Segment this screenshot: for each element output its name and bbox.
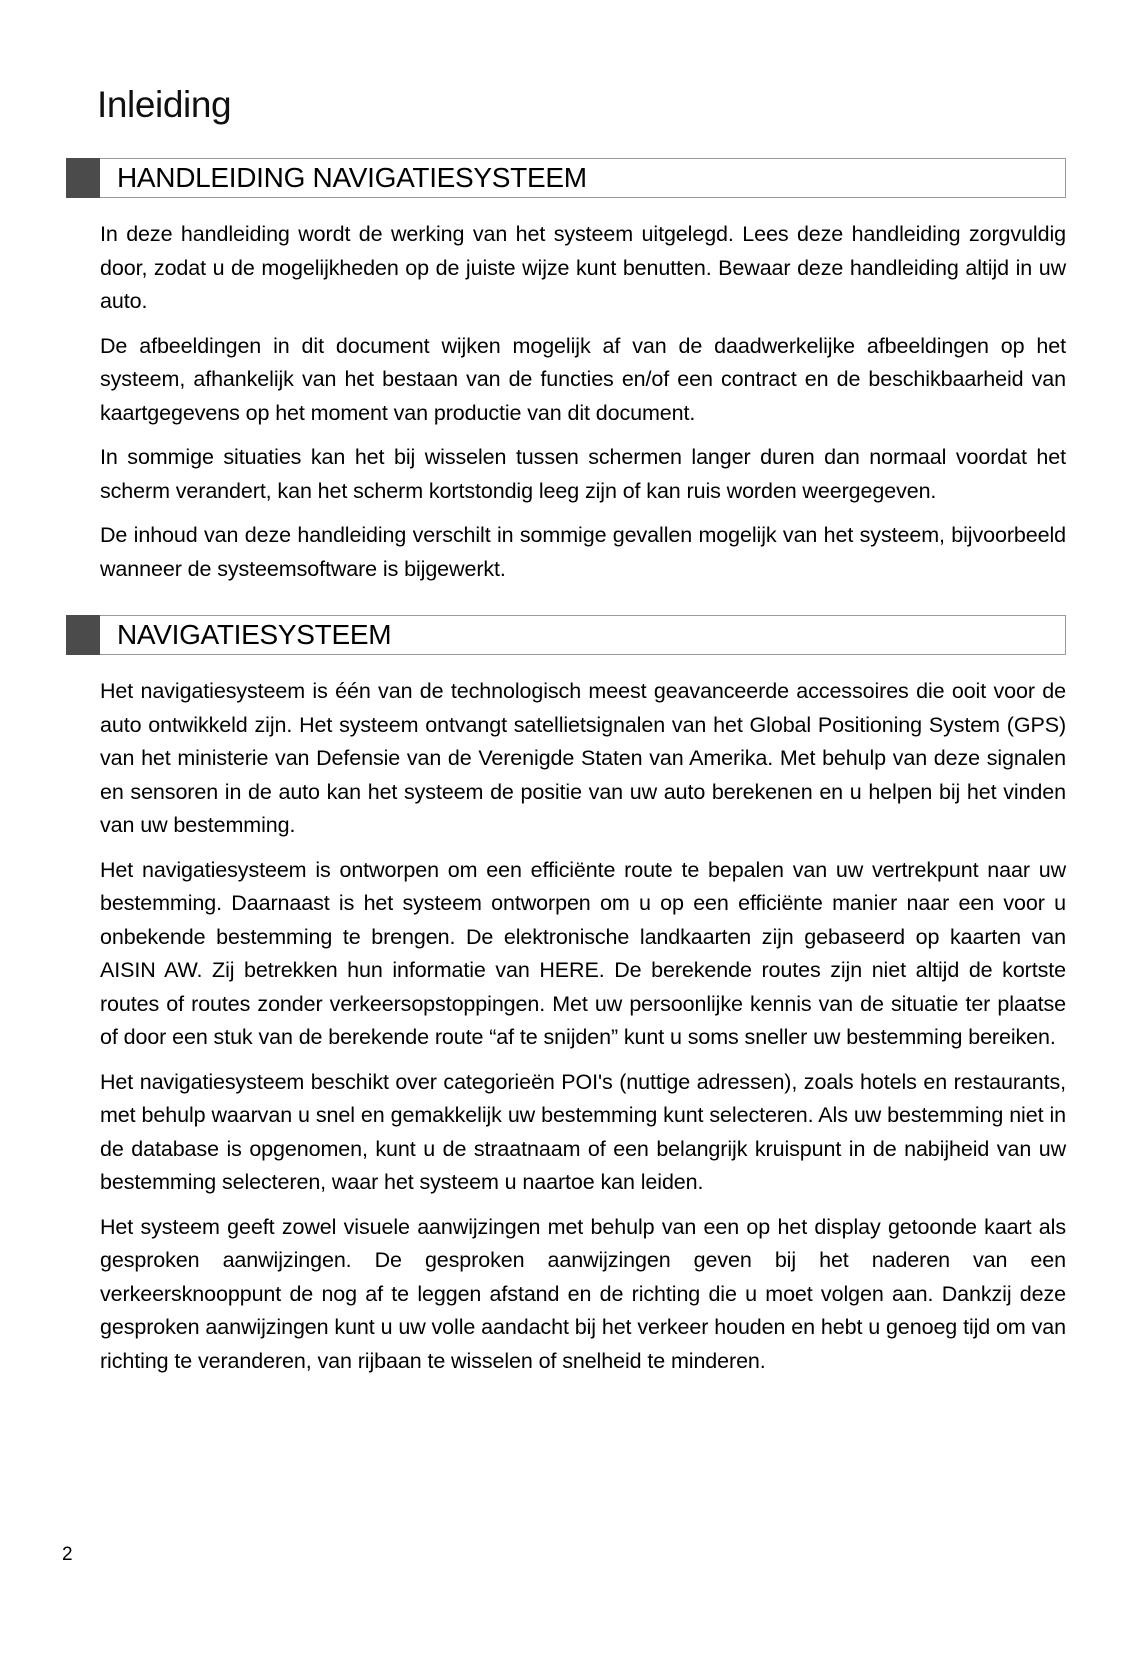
section-marker-icon	[66, 158, 100, 198]
paragraph: In deze handleiding wordt de werking van het systeem uitgelegd. Lees deze handleiding zorgvuldig door, zodat u de mogelijkheden op de juiste wijze kunt benutten. Bewaar deze handleiding altijd in uw auto.	[100, 222, 1066, 313]
section-body-handleiding-navigatiesysteem	[66, 218, 1066, 586]
spacer	[66, 586, 1066, 615]
spacer	[66, 198, 1066, 218]
paragraph: Het systeem geeft zowel visuele aanwijzingen met behulp van een op het display getoonde kaart als gesproken aanwijzingen. De gesproken aanwijzingen geven bij het naderen van een verkeersknooppunt de nog af te leggen afstand en de richting die u moet volgen aan. Dankzij deze gesproken aanwijzingen kunt u uw volle aandacht bij het verkeer houden en hebt u genoeg tijd om van richting te veranderen, van rijbaan te wisselen of snelheid te minderen.	[100, 1214, 1066, 1373]
section-title-handleiding-navigatiesysteem: HANDLEIDING NAVIGATIESYSTEEM	[117, 162, 587, 193]
spacer	[66, 655, 1066, 675]
paragraph: Het navigatiesysteem beschikt over categorieën POI's (nuttige adressen), zoals hotels en restaurants, met behulp waarvan u snel en gemakkelijk uw bestemming kunt selecteren. Als uw bestemming niet in de database is opgenomen, kunt u de straatnaam of een belangrijk kruispunt in de nabijheid van uw bestemming selecteren, waar het systeem u naartoe kan leiden.	[100, 1069, 1066, 1194]
page-title: Inleiding	[97, 83, 232, 125]
section-title-box	[100, 615, 1066, 655]
section-header-handleiding-navigatiesysteem	[66, 158, 1066, 198]
paragraph: De afbeeldingen in dit document wijken mogelijk af van de daadwerkelijke afbeeldingen op het systeem, afhankelijk van het bestaan van de functies en/of een contract en de beschikbaarheid van kaartgegevens op het moment van productie van dit document.	[100, 333, 1066, 425]
paragraph: Het navigatiesysteem is één van de technologisch meest geavanceerde accessoires die ooit voor de auto ontwikkeld zijn. Het systeem ontvangt satellietsignalen van het Global Positioning System (GPS) van het ministerie van Defensie van de Verenigde Staten van Amerika. Met behulp van deze signalen en sensoren in de auto kan het systeem de positie van uw auto berekenen en u helpen bij het vinden van uw bestemming.	[100, 679, 1066, 837]
section-title-navigatiesysteem: NAVIGATIESYSTEEM	[117, 619, 392, 650]
content-column	[66, 158, 1066, 1378]
section-header-navigatiesysteem	[66, 615, 1066, 655]
page-number: 2	[62, 1544, 73, 1565]
section-title-box	[100, 158, 1066, 198]
paragraph: In sommige situaties kan het bij wisselen tussen schermen langer duren dan normaal voordat het scherm verandert, kan het scherm kortstondig leeg zijn of kan ruis worden weergegeven.	[100, 445, 1066, 503]
section-marker-icon	[66, 615, 100, 655]
section-body-navigatiesysteem	[66, 675, 1066, 1378]
paragraph: Het navigatiesysteem is ontworpen om een efficiënte route te bepalen van uw vertrekpunt naar uw bestemming. Daarnaast is het systeem ontworpen om u op een efficiënte manier naar een voor u onbekende bestemming te brengen. De elektronische landkaarten zijn gebaseerd op kaarten van AISIN AW. Zij betrekken hun informatie van HERE. De berekende routes zijn niet altijd de kortste routes of routes zonder verkeersopstoppingen. Met uw persoonlijke kennis van de situatie ter plaatse of door een stuk van de berekende route “af te snijden” kunt u soms sneller uw bestemming bereiken.	[100, 857, 1066, 1049]
paragraph: De inhoud van deze handleiding verschilt in sommige gevallen mogelijk van het systeem, bijvoorbeeld wanneer de systeemsoftware is bijgewerkt.	[100, 523, 1066, 581]
